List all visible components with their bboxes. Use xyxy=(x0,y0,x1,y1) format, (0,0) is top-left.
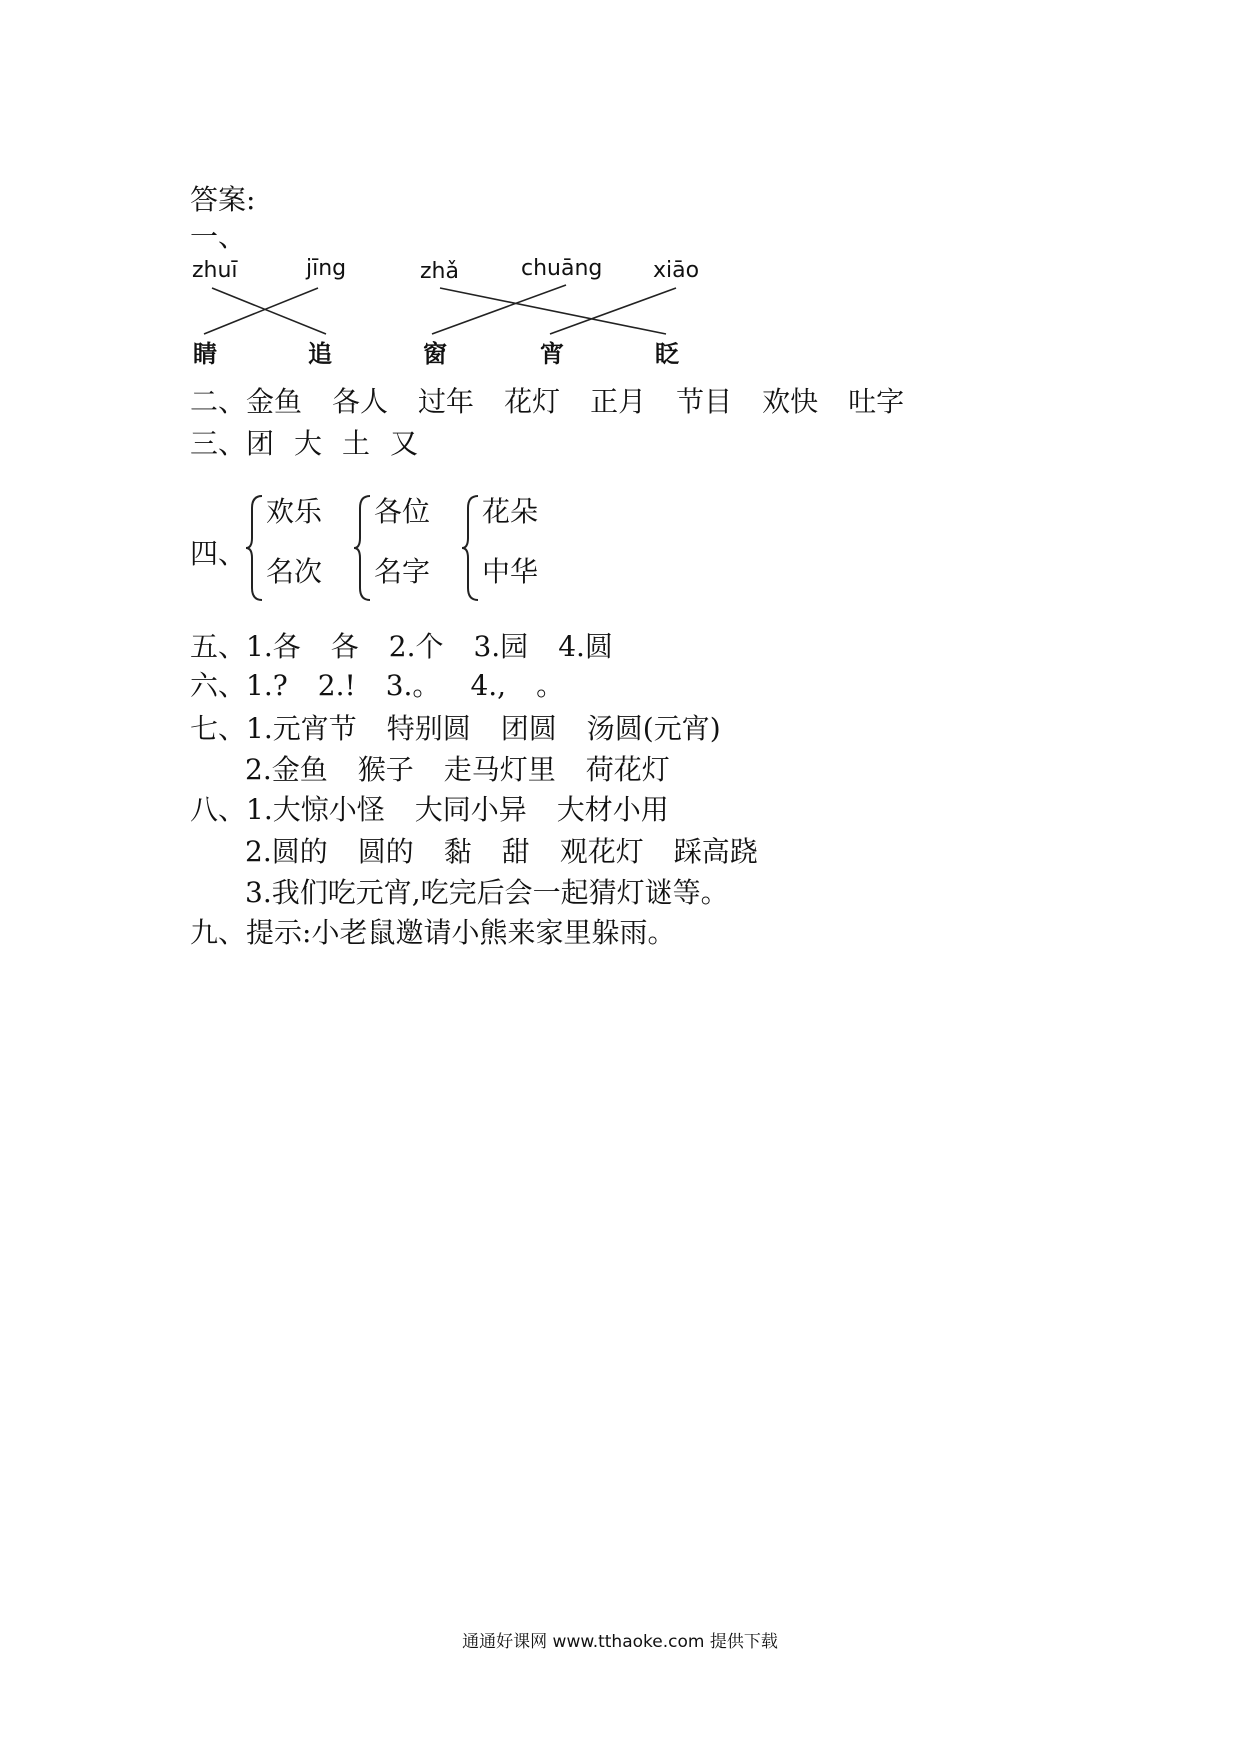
footer-source: 通通好课网 www.tthaoke.com 提供下载 xyxy=(462,1632,778,1652)
q6-part: 。 xyxy=(536,669,565,702)
q3-label: 三、 xyxy=(190,427,247,460)
q2-word: 吐字 xyxy=(848,385,905,418)
q4-word: 花朵 xyxy=(482,495,539,528)
q8-label: 八、 xyxy=(190,793,247,826)
q2-word: 过年 xyxy=(418,385,475,418)
q3-word: 大 xyxy=(294,427,323,460)
q5-part: 3.园 xyxy=(473,630,529,663)
q8-part: 1.大惊小怪 xyxy=(246,793,385,826)
q5-part: 各 xyxy=(330,630,359,663)
pinyin-chuang: chuāng xyxy=(521,256,603,281)
q7-label: 七、 xyxy=(190,712,247,745)
q2-word: 正月 xyxy=(590,385,647,418)
char-xiao: 宵 xyxy=(540,340,564,368)
pinyin-jing: jīng xyxy=(306,256,347,281)
match-line-jing xyxy=(204,288,318,334)
q7-part: 猴子 xyxy=(357,753,414,786)
brace-icon xyxy=(244,492,266,604)
char-zhui: 追 xyxy=(308,340,332,368)
q8-part: 2.圆的 xyxy=(245,835,328,868)
q7-part: 特别圆 xyxy=(386,712,471,745)
q7-part: 走马灯里 xyxy=(443,753,556,786)
q5-part: 4.圆 xyxy=(558,630,613,663)
q4-group-1 xyxy=(244,492,354,604)
q9-text: 提示:小老鼠邀请小熊来家里躲雨。 xyxy=(246,916,676,949)
q9-label: 九、 xyxy=(190,916,247,949)
q8-part: 踩高跷 xyxy=(673,835,758,868)
q8-line-1 xyxy=(190,793,669,827)
q5-part: 1.各 xyxy=(246,630,301,663)
q2-word: 金鱼 xyxy=(246,385,303,418)
pinyin-xiao: xiāo xyxy=(653,258,700,283)
q5-line xyxy=(190,630,613,664)
q7-line-2 xyxy=(245,753,670,787)
q4-word: 欢乐 xyxy=(266,495,323,528)
q6-part: 1.? xyxy=(246,669,288,702)
q2-word: 花灯 xyxy=(504,385,561,418)
q7-part: 荷花灯 xyxy=(585,753,670,786)
q2-word: 各人 xyxy=(332,385,389,418)
q5-part: 2.个 xyxy=(388,630,444,663)
q7-part: 团圆 xyxy=(500,712,557,745)
q3-word: 土 xyxy=(342,427,371,460)
pinyin-zha: zhǎ xyxy=(420,259,459,284)
q3-word: 又 xyxy=(390,427,419,460)
q2-label: 二、 xyxy=(190,385,247,418)
char-chuang: 窗 xyxy=(423,340,447,368)
q8-part: 甜 xyxy=(501,835,530,868)
char-zha: 眨 xyxy=(655,340,679,368)
q4-group-3 xyxy=(460,492,570,604)
q7-part: 汤圆(元宵) xyxy=(586,712,721,745)
q4-word: 名次 xyxy=(266,555,323,588)
q6-part: 2.! xyxy=(317,669,356,702)
match-line-zha xyxy=(440,288,666,334)
q2-line xyxy=(190,385,904,419)
q4-label: 四、 xyxy=(190,537,247,570)
q4-group-2 xyxy=(352,492,462,604)
q6-label: 六、 xyxy=(190,669,247,702)
q7-line-1 xyxy=(190,712,721,746)
q4-word: 名字 xyxy=(374,555,431,588)
q8-part: 圆的 xyxy=(357,835,414,868)
q8-part: 大同小异 xyxy=(414,793,527,826)
q7-part: 1.元宵节 xyxy=(246,712,357,745)
q6-line xyxy=(190,669,564,703)
q8-line-3: 3.我们吃元宵,吃完后会一起猜灯谜等。 xyxy=(245,876,729,909)
matching-lines xyxy=(0,0,1240,380)
q8-part: 大材小用 xyxy=(556,793,669,826)
q4-word: 中华 xyxy=(482,555,539,588)
q8-line-2 xyxy=(245,835,758,869)
q3-word: 团 xyxy=(246,427,275,460)
q5-label: 五、 xyxy=(190,630,247,663)
answer-title: 答案: xyxy=(190,183,256,216)
q1-label: 一、 xyxy=(190,220,247,253)
q2-word: 节目 xyxy=(676,385,733,418)
match-line-xiao xyxy=(550,288,676,334)
q6-part: 3.。 xyxy=(385,669,441,702)
q7-part: 2.金鱼 xyxy=(245,753,328,786)
pinyin-zhui: zhuī xyxy=(192,258,238,283)
q9-line xyxy=(190,916,675,950)
brace-icon xyxy=(460,492,482,604)
match-line-zhui xyxy=(212,288,326,334)
brace-icon xyxy=(352,492,374,604)
char-jing: 睛 xyxy=(193,340,217,368)
q6-part: 4., xyxy=(470,669,507,702)
q4-word: 各位 xyxy=(374,495,431,528)
q2-word: 欢快 xyxy=(762,385,819,418)
q8-part: 观花灯 xyxy=(559,835,644,868)
q8-part: 黏 xyxy=(443,835,472,868)
q3-line xyxy=(190,427,418,461)
